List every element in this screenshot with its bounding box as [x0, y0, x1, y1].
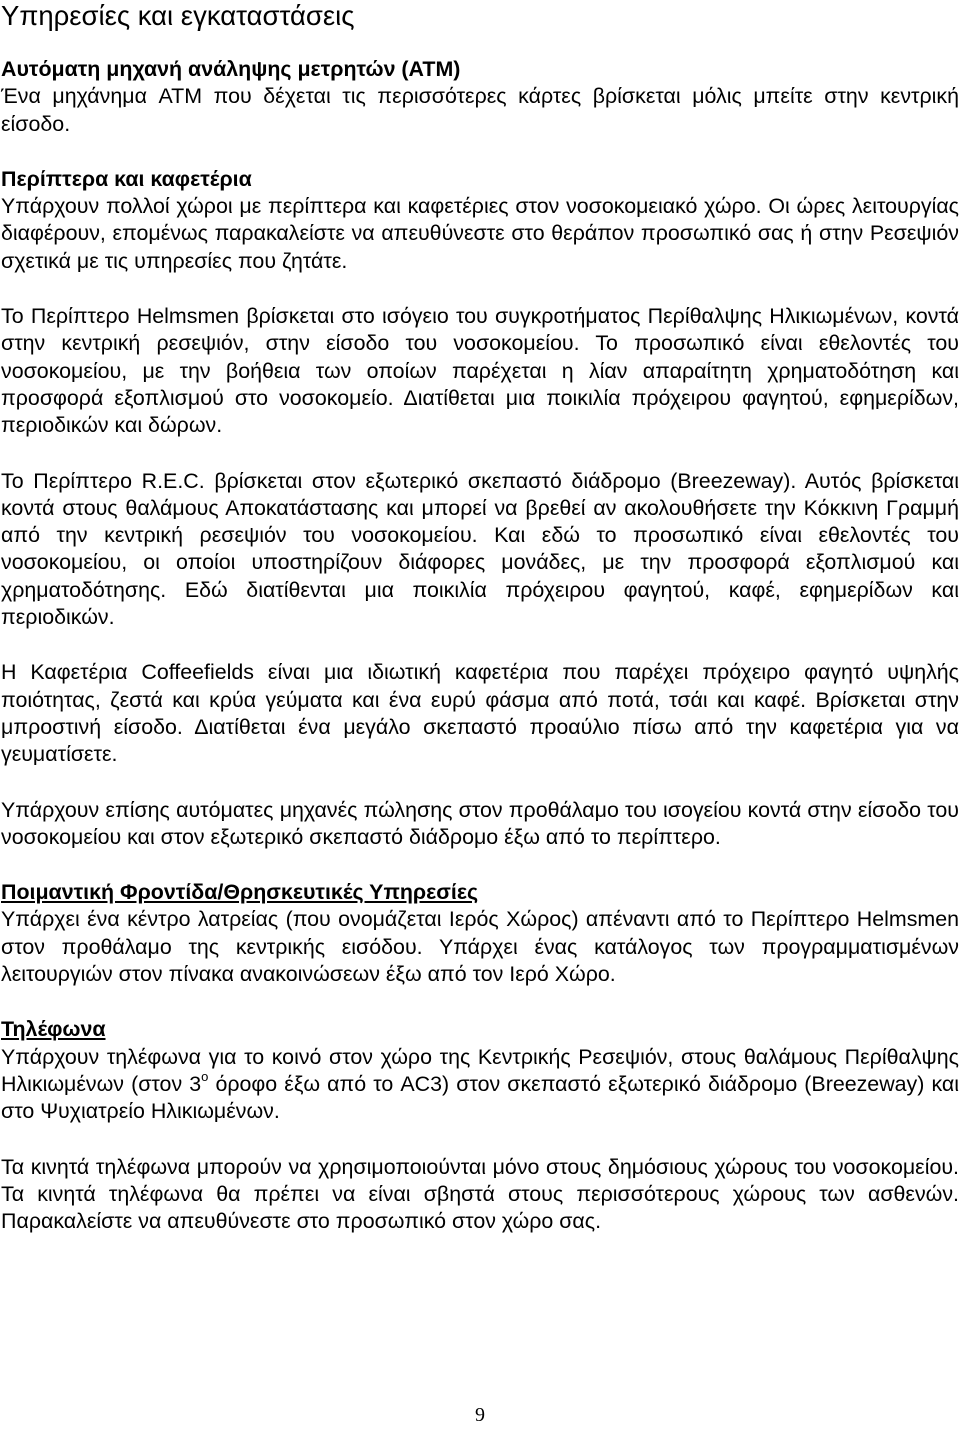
kiosks-paragraph-3: Το Περίπτερο R.E.C. βρίσκεται στον εξωτερικό σκεπαστό διάδρομο (Breezeway). Αυτός βρίσκεται κοντά στους θαλάμους Αποκατάστασης και μπορεί να βρεθεί αν ακολουθήσετε την Κόκκινη Γραμμή από την κεντρική ρεσεψιόν του νοσοκομείου. Και εδώ το προσωπικό είναι εθελοντές του νοσοκομείου, οι οποίοι υποστηρίζουν διάφορες μονάδες, με την προσφορά εξοπλισμού και χρηματοδότησης. Εδώ διατίθενται μια ποικιλία πρόχειρου φαγητού, καφέ, εφημερίδων και περιοδικών. — [1, 468, 959, 630]
page-title: Υπηρεσίες και εγκαταστάσεις — [1, 0, 355, 31]
kiosks-paragraph-5: Υπάρχουν επίσης αυτόματες μηχανές πώλησης στον προθάλαμο του ισογείου κοντά στην είσοδο του νοσοκομείου και στον εξωτερικό σκεπαστό διάδρομο έξω από το περίπτερο. — [1, 797, 959, 849]
page-number: 9 — [475, 1404, 485, 1426]
kiosks-paragraph-1: Υπάρχουν πολλοί χώροι με περίπτερα και καφετέριες στον νοσοκομειακό χώρο. Οι ώρες λειτουργίας διαφέρουν, επομένως παρακαλείστε να απευθύνεστε στο θεράπον προσωπικό σας ή στην Ρεσεψιόν σχετικά με τις υπηρεσίες που ζητάτε. — [1, 194, 959, 273]
atm-heading: Αυτόματη μηχανή ανάληψης μετρητών (ATM) — [1, 57, 461, 81]
phones-heading: Τηλέφωνα — [1, 1017, 106, 1042]
document-body — [1, 0, 959, 1235]
phones-paragraph-1 — [1, 1044, 959, 1126]
phones-paragraph-1-start: Υπάρχουν τηλέφωνα για το κοινό στον χώρο της Κεντρικής Ρεσεψιόν, στους θαλάμους Περίθαλψης Ηλικιωμένων (στον 3 — [1, 1044, 959, 1096]
pastoral-heading: Ποιμαντική Φροντίδα/Θρησκευτικές Υπηρεσίες — [1, 880, 479, 905]
kiosks-paragraph-4: Η Καφετέρια Coffeefields είναι μια ιδιωτική καφετέρια που παρέχει πρόχειρο φαγητό υψηλής ποιότητας, ζεστά και κρύα γεύματα και ένα ευρύ φάσμα από ποτά, τσάι και καφέ. Βρίσκεται στην μπροστινή είσοδο. Διατίθεται ένα μεγάλο σκεπαστό προαύλιο πίσω από την καφετέρια για να γευματίσετε. — [1, 660, 959, 767]
atm-paragraph: Ένα μηχάνημα ATM που δέχεται τις περισσότερες κάρτες βρίσκεται μόλις μπείτε στην κεντρική είσοδο. — [1, 84, 959, 136]
ordinal-superscript: ο — [201, 1068, 209, 1084]
phones-paragraph-2: Τα κινητά τηλέφωνα μπορούν να χρησιμοποιούνται μόνο στους δημόσιους χώρους του νοσοκομείου. Τα κινητά τηλέφωνα θα πρέπει να είναι σβηστά στους περισσότερους χώρους των ασθενών. Παρακαλείστε να απευθύνεστε στο προσωπικό στον χώρο σας. — [1, 1154, 959, 1234]
pastoral-paragraph: Υπάρχει ένα κέντρο λατρείας (που ονομάζεται Ιερός Χώρος) απέναντι από το Περίπτερο Helmsmen στον προθάλαμο της κεντρικής εισόδου. Υπάρχει ένας κατάλογος των προγραμματισμένων λειτουργιών στον πίνακα ανακοινώσεων έξω από τον Ιερό Χώρο. — [1, 907, 959, 987]
kiosks-paragraph-2: Το Περίπτερο Helmsmen βρίσκεται στο ισόγειο του συγκροτήματος Περίθαλψης Ηλικιωμένων, κοντά στην κεντρική ρεσεψιόν, στην είσοδο του νοσοκομείου. Το προσωπικό είναι εθελοντές του νοσοκομείου, με την βοήθεια των οποίων παρέχεται η λίαν απαραίτητη χρηματοδότηση και προσφορά εξοπλισμού στο νοσοκομείο. Διατίθεται μια ποικιλία πρόχειρου φαγητού, εφημερίδων, περιοδικών και δώρων. — [1, 304, 959, 438]
kiosks-heading: Περίπτερα και καφετέρια — [1, 166, 252, 191]
phones-paragraph-1-end: όροφο έξω από το AC3) στον σκεπαστό εξωτερικό διάδρομο (Breezeway) και στο Ψυχιατρείο Ηλικιωμένων. — [1, 1071, 960, 1124]
